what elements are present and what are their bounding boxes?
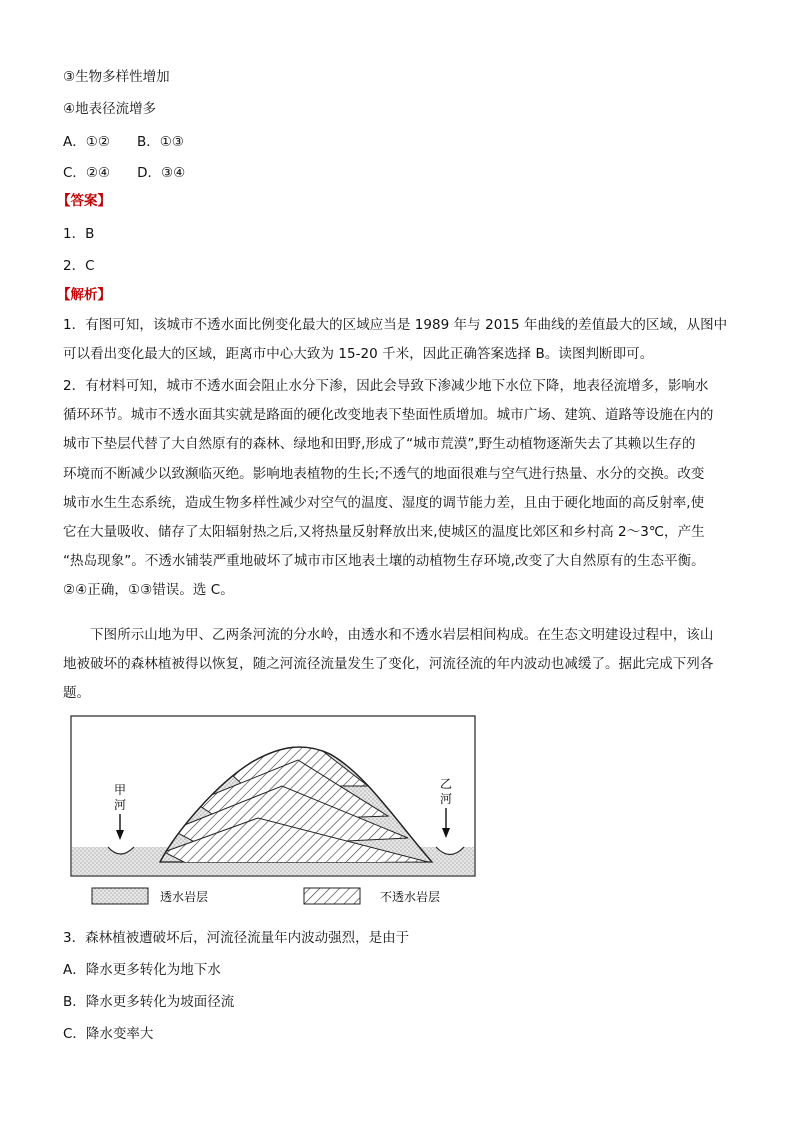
analysis-q1-line: 可以看出变化最大的区域，距离市中心大致为 15-20 千米，因此正确答案选择 B。读图判断即可。 <box>63 346 654 363</box>
analysis-q2-line: 城市下垫层代替了大自然原有的森林、绿地和田野,形成了“城市荒漠”,野生动植物逐渐失去了其赖以生存的 <box>63 436 696 453</box>
option-item-3: ③生物多样性增加 <box>63 69 170 85</box>
legend-impermeable-label: 不透水岩层 <box>380 890 441 904</box>
answer-2: 2．C <box>63 258 95 274</box>
legend-permeable-label: 透水岩层 <box>160 890 209 904</box>
answer-1: 1．B <box>63 226 95 242</box>
answer-tag: 【答案】 <box>57 193 111 209</box>
analysis-q2-line: ②④正确，①③错误。选 C。 <box>63 582 234 599</box>
analysis-q2-line: 城市水生生态系统，造成生物多样性减少对空气的温度、湿度的调节能力差，且由于硬化地面的高反射率,使 <box>63 494 705 511</box>
river-b-label: 河 <box>440 792 453 806</box>
analysis-q2 <box>63 372 731 606</box>
analysis-q2-line: 2．有材料可知，城市不透水面会阻止水分下渗，因此会导致下渗减少地下水位下降，地表径流增多，影响水 <box>63 378 709 394</box>
river-a-label: 河 <box>114 798 127 812</box>
intro-line: 地被破坏的森林植被得以恢复，随之河流径流量发生了变化，河流径流的年内波动也减缓了。据此完成下列各 <box>63 656 714 673</box>
choice-row-1: A．①② B．①③ <box>63 134 184 150</box>
legend-impermeable-swatch <box>304 888 360 904</box>
legend-permeable-swatch <box>92 888 148 904</box>
analysis-q2-line: 环境而不断减少以致濒临灭绝。影响地表植物的生长;不透气的地面很难与空气进行热量、水分的交换。改变 <box>63 465 705 482</box>
q3-option-a[interactable]: A．降水更多转化为地下水 <box>63 962 221 978</box>
intro-line: 下图所示山地为甲、乙两条河流的分水岭，由透水和不透水岩层相间构成。在生态文明建设过程中，该山 <box>63 627 714 643</box>
analysis-tag: 【解析】 <box>57 287 111 303</box>
analysis-q2-line: 循环环节。城市不透水面其实就是路面的硬化改变地表下垫面性质增加。城市广场、建筑、道路等设施在内的 <box>63 407 714 424</box>
watershed-figure <box>68 714 480 918</box>
choice-row-2: C．②④ D．③④ <box>63 165 186 181</box>
intro-paragraph <box>63 621 731 709</box>
analysis-q2-line: 它在大量吸收、储存了太阳辐射热之后,又将热量反射释放出来,使城区的温度比郊区和乡村高 2～3℃，产生 <box>63 523 705 540</box>
river-a-label: 甲 <box>114 783 127 797</box>
q3-option-b[interactable]: B．降水更多转化为坡面径流 <box>63 994 235 1010</box>
q3-option-c[interactable]: C．降水变率大 <box>63 1026 154 1042</box>
intro-line: 题。 <box>63 685 91 702</box>
river-b-label: 乙 <box>440 777 453 791</box>
analysis-q2-line: “热岛现象”。不透水铺装严重地破坏了城市市区地表土壤的动植物生存环境,改变了大自然原有的生态平衡。 <box>63 553 705 570</box>
option-item-4: ④地表径流增多 <box>63 101 157 117</box>
q3-stem: 3．森林植被遭破坏后，河流径流量年内波动强烈，是由于 <box>63 930 410 946</box>
watershed-diagram <box>68 714 480 914</box>
analysis-q1 <box>63 311 731 369</box>
analysis-q1-line: 1．有图可知，该城市不透水面比例变化最大的区域应当是 1989 年与 2015 年曲线的差值最大的区域，从图中 <box>63 317 728 333</box>
